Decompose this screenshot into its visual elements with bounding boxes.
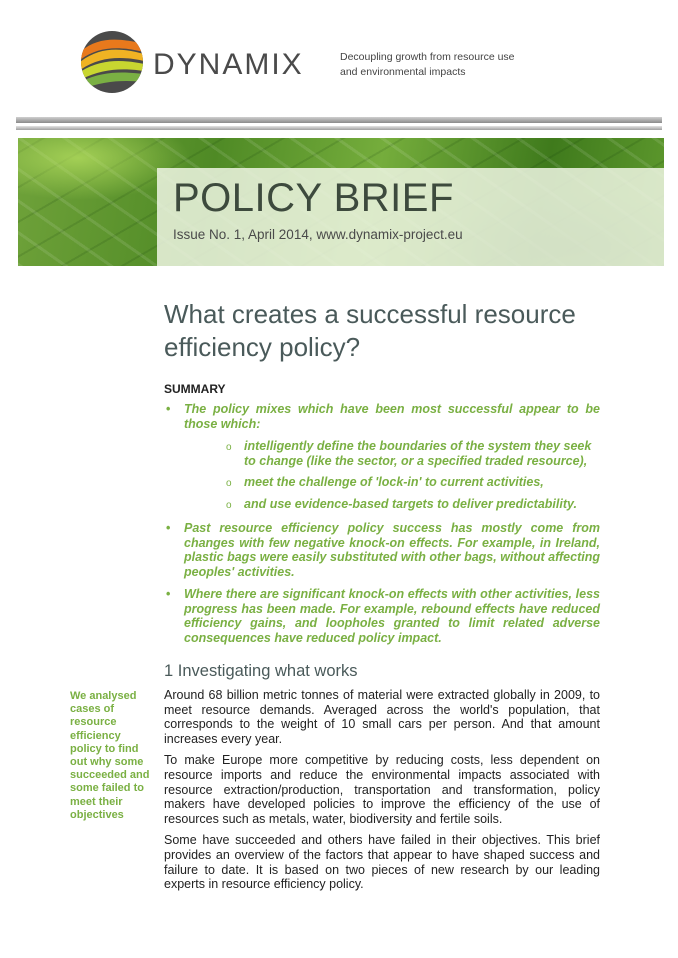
summary-bullet-1 — [164, 402, 600, 431]
summary-sub-item-2 — [164, 475, 600, 490]
tagline-line-2: and environmental impacts — [340, 66, 466, 78]
summary-sub-item-1 — [164, 439, 600, 468]
tagline-line-1: Decoupling growth from resource use — [340, 51, 515, 63]
sidebar-note: We analysed cases of resource efficiency policy to find out why some succeeded and some failed to meet their objectives — [70, 690, 150, 821]
section-1-body — [164, 688, 600, 899]
bullet-dot-icon: • — [166, 402, 171, 416]
summary-sub-item-3-text: and use evidence-based targets to deliver predictability. — [244, 496, 577, 511]
body-paragraph-1: Around 68 billion metric tonnes of material were extracted globally in 2009, to meet resource demands. Averaged across the world's population, that corresponds to the weight of 10 small cars per person. And that amount increases every year. — [164, 688, 600, 746]
summary-bullet-3 — [164, 587, 600, 645]
main-title: What creates a successful resource efficiency policy? — [164, 299, 576, 362]
body-paragraph-3: Some have succeeded and others have failed in their objectives. This brief provides an overview of the factors that appear to have shaped success and failure to date. It is based on two pieces of new research by our leading experts in resource efficiency policy. — [164, 833, 600, 892]
spacer — [164, 579, 600, 587]
banner-subtitle: Issue No. 1, April 2014, www.dynamix-project.eu — [173, 227, 463, 242]
header-rule-top — [16, 117, 662, 123]
summary-bullet-3-text: Where there are significant knock-on effects with other activities, less progress has been made. For example, rebound effects have reduced efficiency gains, and loopholes granted to limit related adverse consequences have reduced policy impact. — [184, 587, 600, 645]
summary-sub-item-1-text: intelligently define the boundaries of the system they seek to change (like the sector, or a specified traded resource), — [244, 439, 592, 468]
banner-title: POLICY BRIEF — [173, 176, 454, 220]
bullet-dot-icon: • — [166, 587, 171, 601]
body-paragraph-2: To make Europe more competitive by reducing costs, less dependent on resource imports and reduce the environmental impacts associated with resource extraction/production, transportation and transformation, policy makers have developed policies to improve the efficiency of the use of resources such as metals, water, biodiversity and fertile soils. — [164, 753, 600, 826]
summary-list — [164, 402, 600, 645]
section-1-heading: 1 Investigating what works — [164, 662, 358, 680]
banner-panel — [157, 168, 664, 266]
summary-heading: SUMMARY — [164, 382, 226, 396]
summary-bullet-2-text: Past resource efficiency policy success has mostly come from changes with few negative knock-on effects. For example, in Ireland, plastic bags were easily substituted with other bags, without affecting peoples' activities. — [184, 521, 600, 579]
dynamix-logo-icon — [80, 30, 144, 94]
circle-bullet-icon: o — [226, 499, 232, 511]
circle-bullet-icon: o — [226, 442, 232, 453]
summary-sub-item-2-text: meet the challenge of 'lock-in' to current activities, — [244, 475, 544, 489]
bullet-dot-icon: • — [166, 521, 171, 535]
leaf-banner — [18, 138, 664, 266]
header-rule-bottom — [16, 126, 662, 130]
circle-bullet-icon: o — [226, 478, 232, 489]
tagline — [340, 50, 515, 80]
summary-bullet-1-text: The policy mixes which have been most successful appear to be those which: — [184, 402, 600, 431]
logo-text: DYNAMIX — [153, 48, 304, 81]
summary-bullet-2 — [164, 521, 600, 579]
summary-sub-item-3 — [164, 497, 600, 512]
page-header — [0, 0, 678, 138]
